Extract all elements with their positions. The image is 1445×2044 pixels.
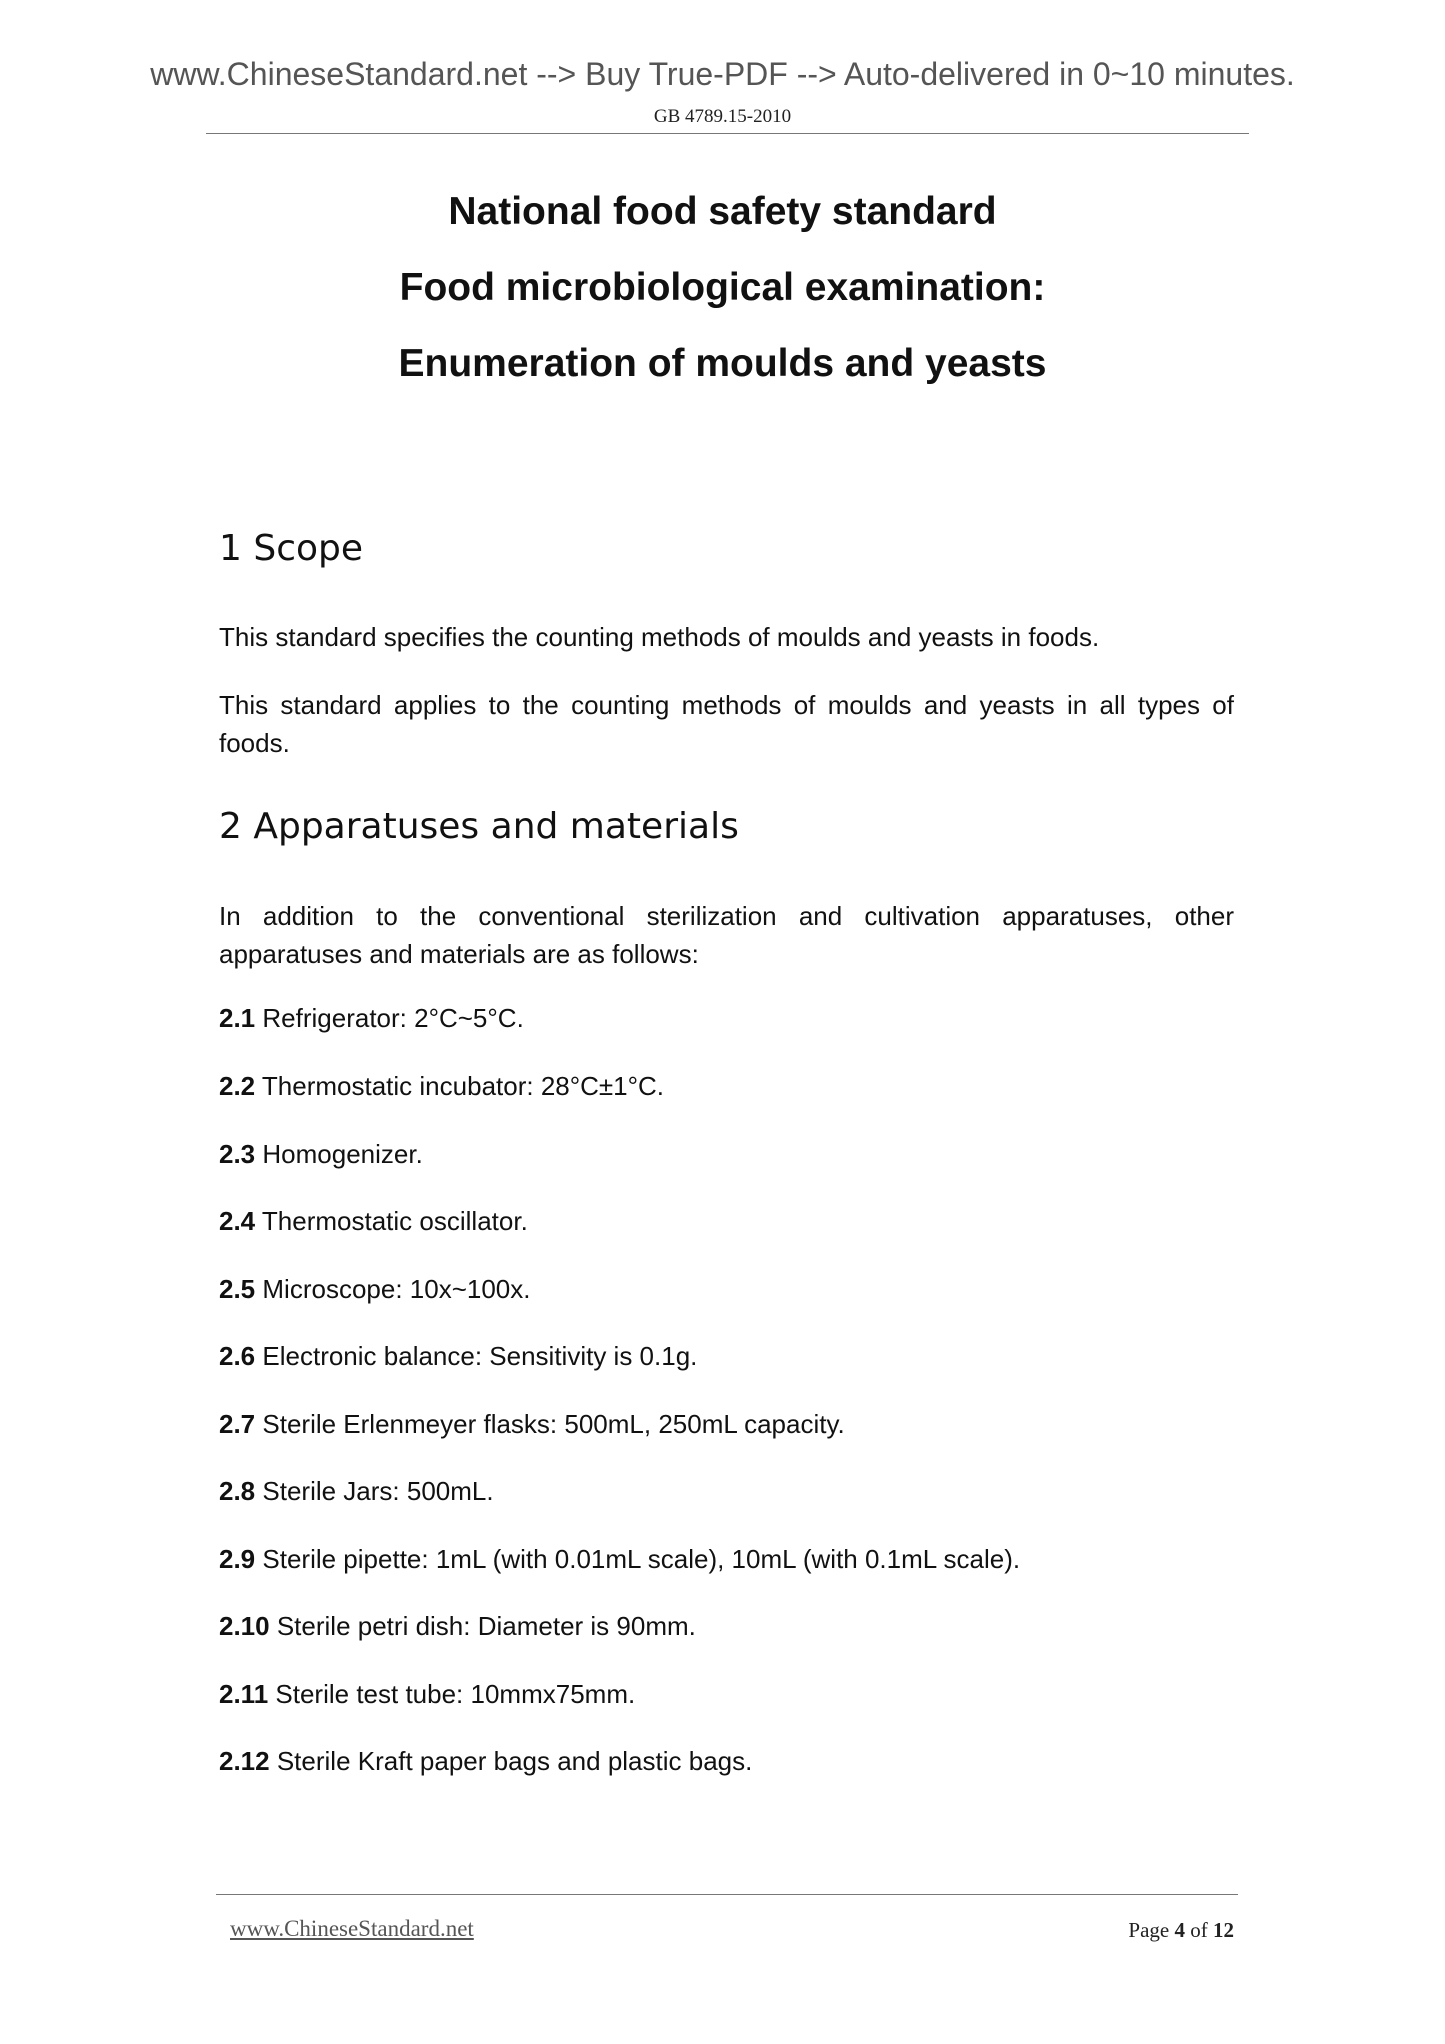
item-number: 2.12 xyxy=(219,1746,270,1776)
page-total: 12 xyxy=(1213,1918,1234,1942)
item-number: 2.5 xyxy=(219,1274,256,1304)
list-item xyxy=(219,1071,664,1102)
section-heading-scope: 1 Scope xyxy=(219,528,364,569)
list-item xyxy=(219,1544,1020,1575)
item-number: 2.9 xyxy=(219,1544,256,1574)
item-text: Microscope: 10x~100x. xyxy=(262,1274,531,1304)
list-item xyxy=(219,1003,524,1034)
item-text: Homogenizer. xyxy=(262,1139,423,1169)
list-item xyxy=(219,1274,530,1305)
page-current: 4 xyxy=(1174,1918,1185,1942)
scope-paragraph-2 xyxy=(219,686,1234,762)
page-of: of xyxy=(1190,1918,1208,1942)
site-banner[interactable]: www.ChineseStandard.net --> Buy True-PDF --> Auto-delivered in 0~10 minutes. xyxy=(150,56,1295,92)
scope-paragraph-2-text: This standard applies to the counting methods of moulds and yeasts in all types of foods. xyxy=(219,690,1234,758)
item-number: 2.6 xyxy=(219,1341,256,1371)
item-text: Refrigerator: 2°C~5°C. xyxy=(262,1003,524,1033)
page-number xyxy=(1128,1918,1234,1943)
footer-divider xyxy=(216,1894,1238,1895)
item-number: 2.8 xyxy=(219,1476,256,1506)
item-number: 2.2 xyxy=(219,1071,256,1101)
list-item xyxy=(219,1139,423,1170)
scope-paragraph-1: This standard specifies the counting methods of moulds and yeasts in foods. xyxy=(219,622,1100,652)
title-line-3: Enumeration of moulds and yeasts xyxy=(398,342,1047,385)
list-item xyxy=(219,1746,752,1777)
footer-site-link[interactable]: www.ChineseStandard.net xyxy=(230,1916,474,1941)
item-number: 2.11 xyxy=(219,1679,269,1709)
page-word: Page xyxy=(1128,1918,1170,1942)
item-number: 2.1 xyxy=(219,1003,256,1033)
list-item xyxy=(219,1409,845,1440)
item-text: Sterile petri dish: Diameter is 90mm. xyxy=(276,1611,696,1641)
item-text: Thermostatic incubator: 28°C±1°C. xyxy=(261,1071,665,1101)
apparatuses-intro xyxy=(219,897,1234,973)
item-number: 2.7 xyxy=(219,1409,256,1439)
item-text: Thermostatic oscillator. xyxy=(261,1206,528,1236)
list-item xyxy=(219,1206,528,1237)
title-line-2: Food microbiological examination: xyxy=(399,266,1046,309)
item-text: Sterile pipette: 1mL (with 0.01mL scale), 10mL (with 0.1mL scale). xyxy=(262,1544,1021,1574)
document-code: GB 4789.15-2010 xyxy=(653,106,792,127)
apparatuses-intro-text: In addition to the conventional sterilization and cultivation apparatuses, other apparatuses and materials are as follows: xyxy=(219,901,1234,969)
item-text: Sterile test tube: 10mmx75mm. xyxy=(275,1679,636,1709)
list-item xyxy=(219,1679,635,1710)
item-number: 2.3 xyxy=(219,1139,256,1169)
list-item xyxy=(219,1341,697,1372)
title-line-1: National food safety standard xyxy=(448,190,997,233)
header-divider xyxy=(206,133,1249,134)
section-heading-apparatuses: 2 Apparatuses and materials xyxy=(219,806,739,847)
list-item xyxy=(219,1611,696,1642)
list-item xyxy=(219,1476,494,1507)
item-text: Sterile Erlenmeyer flasks: 500mL, 250mL capacity. xyxy=(262,1409,845,1439)
item-text: Electronic balance: Sensitivity is 0.1g. xyxy=(262,1341,698,1371)
item-text: Sterile Kraft paper bags and plastic bags. xyxy=(276,1746,753,1776)
item-number: 2.4 xyxy=(219,1206,256,1236)
item-number: 2.10 xyxy=(219,1611,270,1641)
item-text: Sterile Jars: 500mL. xyxy=(262,1476,494,1506)
